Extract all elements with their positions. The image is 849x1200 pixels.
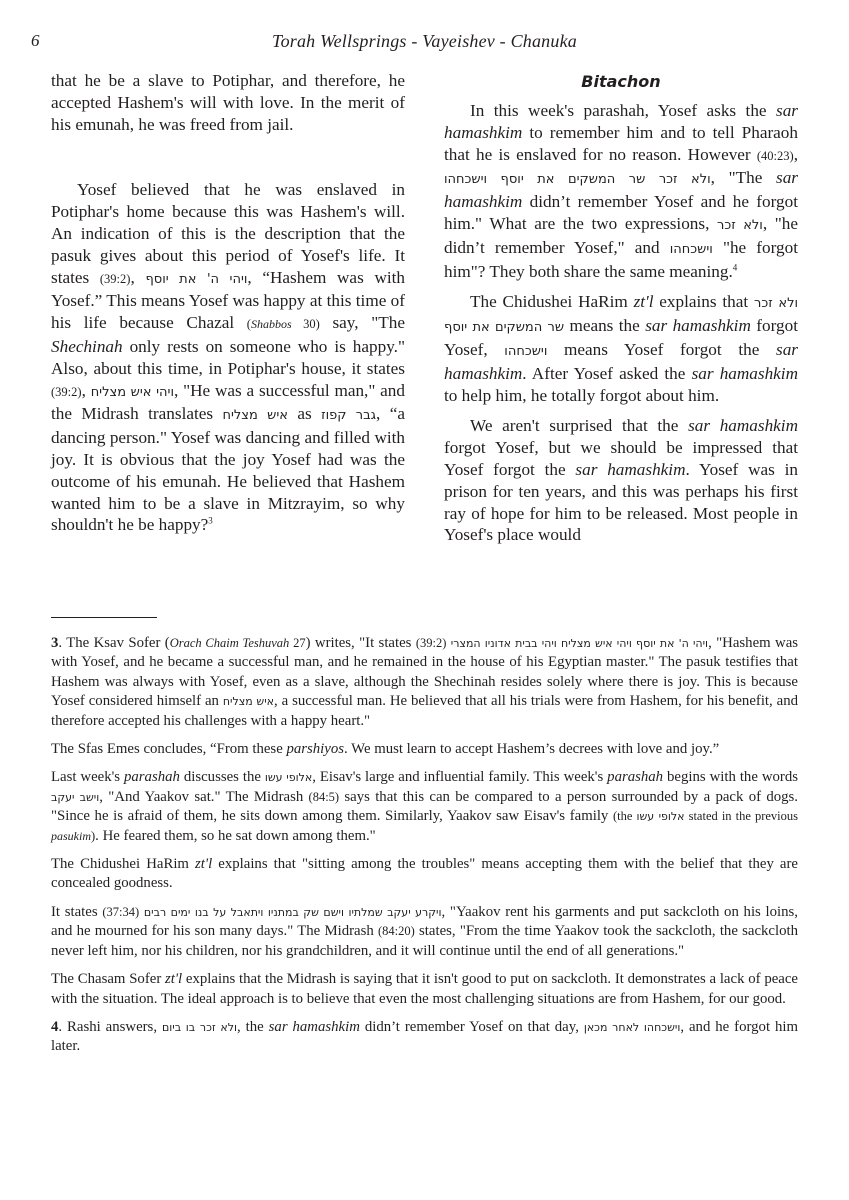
source-ref bbox=[247, 317, 320, 331]
text: . Rashi answers, bbox=[58, 1018, 162, 1035]
text: , and he forgot him later. bbox=[51, 1018, 798, 1055]
source-ref: (39:2) bbox=[415, 636, 447, 650]
source-ref: (84:5) bbox=[308, 789, 340, 804]
text: , “Hashem was with Yosef.” This means Yosef was happy at this time of his life because Chazal bbox=[51, 267, 406, 333]
source-title: Shabbos bbox=[250, 317, 292, 332]
footnote-paragraph-sfas-emes bbox=[51, 740, 798, 759]
text: . We must learn to accept Hashem’s decrees with love and joy.” bbox=[344, 741, 720, 758]
italic-term: parashah bbox=[607, 769, 664, 786]
source-title: Orach Chaim Teshuvah bbox=[169, 636, 290, 650]
italic-term: sar hamashkim bbox=[444, 101, 798, 142]
text: . After Yosef asked the bbox=[522, 363, 692, 383]
text: The Chidushei HaRim bbox=[51, 856, 196, 873]
text: , “a dancing person." Yosef was dancing and filled with joy. It is obvious that the joy Yosef had was the outcome of his emunah. He believed that Hashem wanted him to be a slave in Mitzrayim, so why shouldn't he be happy? bbox=[51, 404, 405, 535]
text: states, "From the time Yaakov took the sackcloth, the sackcloth never left him, nor his children, nor his grandchildren, and it will continue until the end of all generations." bbox=[51, 923, 798, 959]
text: stated in the previous bbox=[684, 809, 798, 824]
text: The Sfas Emes concludes, “From these bbox=[51, 741, 287, 758]
text: , "The bbox=[710, 168, 777, 188]
text: as bbox=[287, 404, 322, 424]
text: , the bbox=[237, 1018, 269, 1035]
hebrew-quote: ולא זכר bbox=[717, 217, 763, 233]
text: to remember him and to tell Pharaoh that he is enslaved for no reason. However bbox=[444, 122, 798, 164]
text: , bbox=[130, 267, 146, 287]
text: We aren't surprised that the bbox=[470, 416, 689, 436]
italic-term: sar hamashkim bbox=[645, 316, 751, 336]
hebrew-quote: איש מצליח bbox=[222, 408, 288, 424]
hebrew-quote: וישכחהו bbox=[504, 343, 548, 359]
text: , bbox=[793, 144, 798, 164]
hebrew-quote: וישכחהו לאחר מכאן bbox=[583, 1020, 681, 1034]
text: (the bbox=[612, 809, 637, 824]
footnotes-section bbox=[51, 634, 798, 1066]
hebrew-quote: איש מצליח bbox=[222, 695, 275, 709]
hebrew-quote: ויהי ה' את יוסף bbox=[145, 271, 248, 287]
footnote-ref-3[interactable]: 3 bbox=[208, 515, 213, 526]
text: forgot Yosef, but we should be impressed that Yosef forgot the bbox=[444, 438, 798, 479]
hebrew-quote: ויקרע יעקב שמלתיו וישם שק במתניו ויתאבל על בנו ימים רבים bbox=[143, 905, 442, 919]
hebrew-quote: וישכחהו bbox=[669, 241, 713, 257]
hebrew-quote: ויהי ה' את יוסף ויהי איש מצליח ויהי בבית אדוניו המצרי bbox=[450, 637, 709, 650]
text: explains that the Midrash is saying that it isn't good to put on sackcloth. It demonstrates a lack of peace with the situation. The ideal approach is to believe that even the most challenging situations are from Hashem, for our good. bbox=[51, 971, 798, 1007]
italic-term: pasukim bbox=[51, 828, 91, 843]
italic-term: zt'l bbox=[165, 971, 183, 988]
text: , bbox=[81, 380, 91, 400]
paragraph-not-surprised bbox=[444, 415, 798, 546]
text: . The Ksav Sofer ( bbox=[58, 635, 170, 651]
text: . He feared them, so he sat down among them." bbox=[95, 827, 376, 844]
text: In this week's parashah, Yosef asks the bbox=[470, 101, 777, 120]
footnote-paragraph-it-states bbox=[51, 903, 798, 961]
hebrew-quote: אלופי עשו bbox=[636, 810, 685, 824]
text: ) writes, "It states bbox=[305, 635, 416, 651]
source-ref: (37:34) bbox=[102, 904, 140, 919]
paragraph-this-week bbox=[444, 100, 798, 282]
text: explains that bbox=[653, 292, 755, 312]
italic-term: sar hamashkim bbox=[444, 168, 798, 212]
hebrew-quote: ויהי איש מצליח bbox=[90, 384, 174, 400]
italic-term: sar hamashkim bbox=[444, 339, 798, 383]
text: 30) bbox=[291, 317, 320, 332]
text: ( bbox=[246, 317, 251, 332]
text: begins with the words bbox=[663, 769, 798, 786]
text: 27 bbox=[289, 636, 306, 650]
text: , "And Yaakov sat." The Midrash bbox=[99, 788, 309, 805]
footnote-4 bbox=[51, 1018, 798, 1057]
text: forgot Yosef, bbox=[444, 316, 798, 359]
text: Last week's bbox=[51, 769, 124, 786]
paragraph-yosef-believed bbox=[51, 179, 405, 536]
text: discusses the bbox=[179, 769, 265, 786]
italic-term: sar hamashkim bbox=[691, 363, 798, 383]
text: , "Yaakov rent his garments and put sackcloth on his loins, and he mourned for his son many days." The Midrash bbox=[51, 903, 798, 940]
text: "he forgot him"? They both share the same meaning. bbox=[444, 237, 798, 281]
text: explains that "sitting among the troubles" means accepting them with the belief that they are concealed goodness. bbox=[51, 856, 798, 892]
right-column bbox=[444, 70, 798, 546]
section-heading: Bitachon bbox=[581, 72, 661, 91]
footnote-paragraph-chasam-sofer bbox=[51, 970, 798, 1009]
text: means Yosef forgot the bbox=[547, 339, 777, 359]
hebrew-quote: ולא זכר שר המשקים את יוסף bbox=[444, 296, 799, 336]
italic-term: zt'l bbox=[633, 292, 654, 312]
italic-term: sar hamashkim bbox=[575, 459, 686, 479]
left-column bbox=[51, 70, 405, 536]
text: says that this can be compared to a person surrounded by a pack of dogs. "Since he is afraid of them, he sits down among them. Similarly, Yaakov saw Eisav's family bbox=[51, 788, 798, 825]
footnote-paragraph-last-week bbox=[51, 768, 798, 846]
text: , "He was a successful man," and the Midrash translates bbox=[51, 380, 405, 424]
italic-term: sar hamashkim bbox=[688, 416, 798, 436]
footnote-3 bbox=[51, 634, 798, 731]
paragraph-chidushei-harim bbox=[444, 291, 798, 406]
footnote-number: 4 bbox=[51, 1018, 59, 1035]
text: The Chasam Sofer bbox=[51, 971, 166, 988]
text: The Chidushei HaRim bbox=[470, 292, 634, 312]
text: , a successful man. He believed that all his trials were from Hashem, for his benefit, and therefore accepted his challenges with a happy heart." bbox=[51, 693, 798, 729]
italic-term: Shechinah bbox=[51, 336, 123, 356]
footnote-ref-4[interactable]: 4 bbox=[732, 261, 738, 272]
italic-term: parashah bbox=[123, 769, 180, 786]
text: didn’t remember Yosef and he forgot him." What are the two expressions, bbox=[444, 192, 798, 233]
footnote-paragraph-chidushei bbox=[51, 855, 798, 894]
italic-term: sar hamashkim bbox=[268, 1018, 360, 1035]
source-ref: (84:20) bbox=[378, 924, 415, 939]
text: ) bbox=[91, 828, 96, 843]
footnote-divider bbox=[51, 617, 157, 618]
text: , "he didn’t remember Yosef," and bbox=[444, 213, 798, 257]
text: Yosef believed that he was enslaved in Potiphar's home because this was Hashem's will. An indication of this is the description that the pasuk gives about this period of Yosef's life. It states bbox=[51, 180, 405, 287]
text: to help him, he totally forgot about him. bbox=[444, 385, 720, 405]
hebrew-quote: ולא זכר שר המשקים את יוסף וישכחהו bbox=[444, 172, 711, 188]
text: . Yosef was in prison for ten years, and this was perhaps his first ray of hope for him to be released. Most people in Yosef's place would bbox=[444, 459, 798, 545]
text: , Eisav's large and influential family. This week's bbox=[312, 769, 608, 786]
footnote-number: 3 bbox=[51, 635, 59, 651]
source-ref: (39:2) bbox=[99, 271, 131, 286]
hebrew-quote: ולא זכר בו ביום bbox=[161, 1020, 238, 1034]
text: say, "The bbox=[319, 313, 405, 333]
text: didn’t remember Yosef on that day, bbox=[359, 1018, 584, 1035]
paragraph-continuation: that he be a slave to Potiphar, and therefore, he accepted Hashem's will with love. In the merit of his emunah, he was freed from jail. bbox=[51, 71, 405, 134]
text: It states bbox=[51, 903, 103, 920]
page-header bbox=[0, 0, 849, 60]
text: means the bbox=[564, 316, 646, 336]
italic-term: parshiyos bbox=[286, 741, 345, 758]
source-ref: (40:23) bbox=[756, 148, 794, 163]
text: only rests on someone who is happy." Also, about this time, in Potiphar's house, it states bbox=[51, 336, 405, 378]
italic-term: zt'l bbox=[195, 856, 213, 873]
hebrew-quote: גבר קפוז bbox=[321, 408, 376, 424]
hebrew-quote: אלופי עשו bbox=[264, 771, 313, 785]
text: , "Hashem was with Yosef, and he became a successful man, and he remained in the house of his Egyptian master." The pasuk testifies that Hashem was always with Yosef, even as a slave, although the Shechinah resides solely where there is joy. This is because Yosef considered himself an bbox=[51, 635, 799, 710]
hebrew-quote: וישב יעקב bbox=[51, 790, 100, 804]
source-ref: (39:2) bbox=[51, 384, 82, 399]
page-number: 6 bbox=[31, 31, 40, 50]
running-title: Torah Wellsprings - Vayeishev - Chanuka bbox=[272, 31, 577, 51]
